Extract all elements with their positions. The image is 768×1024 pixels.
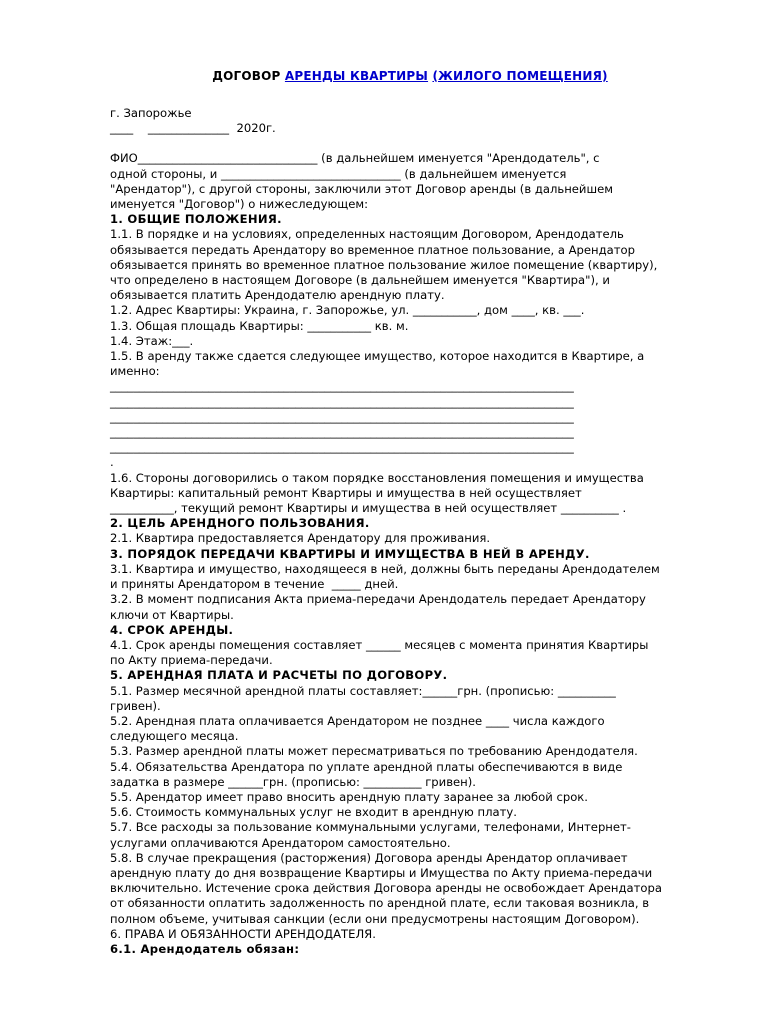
text-line: 5.8. В случае прекращения (расторжения) Договора аренды Арендатор оплачивает [110, 850, 628, 865]
title-link-rent[interactable]: АРЕНДЫ КВАРТИРЫ [284, 69, 429, 83]
text-line: одной стороны, и _______________________________ (в дальнейшем именуется [110, 166, 567, 181]
text-line: ___________, текущий ремонт Квартиры и имущества в ней осуществляет __________ . [110, 501, 627, 516]
text-line: 1.1. В порядке и на условиях, определенных настоящим Договором, Арендодатель [110, 227, 624, 242]
spacer [110, 136, 710, 151]
text-line: полном объеме, учитывая санкции (если они предусмотрены настоящим Договором). [110, 911, 640, 926]
text-line: и приняты Арендатором в течение _____ дней. [110, 577, 399, 592]
text-line: . [110, 455, 114, 470]
text-line: обязывается передать Арендатору во временное платное пользование, а Арендатор [110, 242, 635, 257]
text-line: 3.1. Квартира и имущество, находящееся в ней, должны быть переданы Арендодателем [110, 561, 660, 576]
text-line: 5.5. Арендатор имеет право вносить арендную плату заранее за любой срок. [110, 789, 588, 804]
title-link-premises[interactable]: (ЖИЛОГО ПОМЕЩЕНИЯ) [432, 69, 608, 83]
text-line: именно: [110, 364, 160, 379]
text-line: включительно. Истечение срока действия Договора аренды не освобождает Арендатора [110, 881, 662, 896]
document-body [110, 151, 710, 957]
text-line: 1.2. Адрес Квартиры: Украина, г. Запорожье, ул. ___________, дом ____, кв. ___. [110, 303, 585, 318]
text-line: 1.5. В аренду также сдается следующее имущество, которое находится в Квартире, а [110, 349, 645, 364]
text-line: 5.2. Арендная плата оплачивается Арендатором не позднее ____ числа каждого [110, 713, 605, 728]
text-line: следующего месяца. [110, 729, 239, 744]
text-line: 1.3. Общая площадь Квартиры: ___________ кв. м. [110, 318, 409, 333]
text-line: услугами оплачиваются Арендатором самостоятельно. [110, 835, 451, 850]
section-heading: 4. СРОК АРЕНДЫ. [110, 622, 234, 637]
text-line: ФИО_______________________________ (в дальнейшем именуется "Арендодатель", с [110, 151, 600, 166]
section-heading: 3. ПОРЯДОК ПЕРЕДАЧИ КВАРТИРЫ И ИМУЩЕСТВА В НЕЙ В АРЕНДУ. [110, 546, 590, 561]
text-line: 4.1. Срок аренды помещения составляет ______ месяцев с момента принятия Квартиры [110, 637, 649, 652]
text-line: обязывается платить Арендодателю арендную плату. [110, 288, 445, 303]
text-line: 5.1. Размер месячной арендной платы составляет:______грн. (прописью: __________ [110, 683, 616, 698]
city: г. Запорожье [110, 106, 192, 120]
clause-heading: Арендодатель обязан: [140, 941, 300, 956]
text-line: 3.2. В момент подписания Акта приема-передачи Арендодатель передает Арендатору [110, 592, 646, 607]
text-line: арендную плату до дня возвращение Квартиры и Имущества по Акту приема-передачи [110, 865, 653, 880]
text-line: ________________________________________________________________________________ [110, 425, 574, 440]
text-line: задатка в размере ______грн. (прописью: __________ гривен). [110, 774, 476, 789]
text-line: что определено в настоящем Договоре (в дальнейшем именуется "Квартира"), и [110, 273, 610, 288]
text-line: 5.6. Стоимость коммунальных услуг не входит в арендную плату. [110, 805, 517, 820]
document-title [110, 66, 710, 86]
text-line: именуется "Договор") о нижеследующем: [110, 197, 369, 212]
document [110, 66, 710, 957]
text-line: "Арендатор"), с другой стороны, заключили этот Договор аренды (в дальнейшем [110, 181, 613, 196]
title-prefix: ДОГОВОР [212, 69, 285, 83]
text-line: ________________________________________________________________________________ [110, 394, 574, 409]
text-line: обязывается принять во временное платное пользование жилое помещение (квартиру), [110, 257, 658, 272]
text-line: 5.7. Все расходы за пользование коммунальными услугами, телефонами, Интернет- [110, 820, 631, 835]
text-line: 5.4. Обязательства Арендатора по уплате арендной платы обеспечиваются в виде [110, 759, 623, 774]
clause-number: 6.1. [110, 941, 141, 956]
text-line: 2.1. Квартира предоставляется Арендатору для проживания. [110, 531, 491, 546]
text-line: Квартиры: капитальный ремонт Квартиры и имущества в ней осуществляет [110, 485, 582, 500]
text-line: по Акту приема-передачи. [110, 653, 273, 668]
text-line: 5.3. Размер арендной платы может пересматриваться по требованию Арендодателя. [110, 744, 638, 759]
text-line: ________________________________________________________________________________ [110, 409, 574, 424]
section-heading: 1. ОБЩИЕ ПОЛОЖЕНИЯ. [110, 212, 282, 227]
section-heading: 2. ЦЕЛЬ АРЕНДНОГО ПОЛЬЗОВАНИЯ. [110, 516, 370, 531]
text-line: 1.4. Этаж:___. [110, 333, 194, 348]
text-line: 1.6. Стороны договорились о таком порядке восстановления помещения и имущества [110, 470, 644, 485]
section-heading: 5. АРЕНДНАЯ ПЛАТА И РАСЧЕТЫ ПО ДОГОВОРУ. [110, 668, 448, 683]
text-line: 6. ПРАВА И ОБЯЗАННОСТИ АРЕНДОДАТЕЛЯ. [110, 926, 376, 941]
date-line: ____ ______________ 2020г. [110, 121, 276, 136]
text-line: ________________________________________________________________________________ [110, 379, 574, 394]
text-line: от обязанности оплатить задолженность по арендной плате, если таковая возникла, в [110, 896, 650, 911]
text-line: ключи от Квартиры. [110, 607, 234, 622]
text-line: ________________________________________________________________________________ [110, 440, 574, 455]
text-line: гривен). [110, 698, 161, 713]
section-heading [110, 942, 710, 957]
